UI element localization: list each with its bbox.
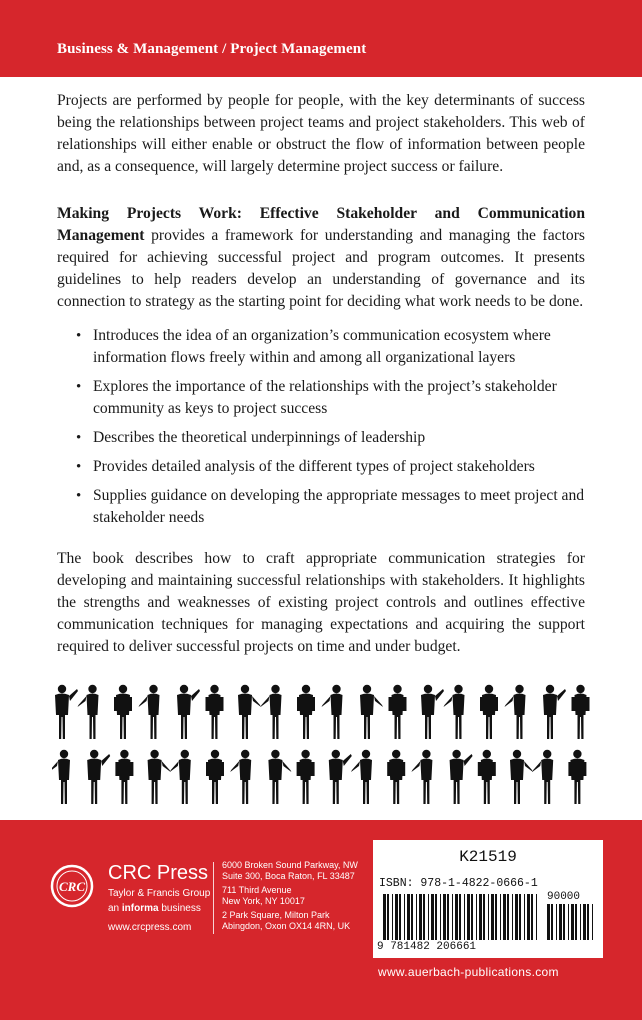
address-line: 711 Third Avenue	[222, 885, 292, 895]
feature-item: • Explores the importance of the relationships with the project’s stakeholder community as keys to project success	[76, 378, 557, 417]
informa-line: an informa business	[108, 903, 201, 914]
address-line: 2 Park Square, Milton Park	[222, 910, 330, 920]
bullet-icon: •	[76, 430, 82, 446]
product-code: K21519	[459, 848, 517, 866]
barcode-panel	[373, 840, 603, 958]
bullet-icon: •	[76, 459, 82, 475]
book-title: Making Projects Work: Effective Stakeholder and Communication Management	[57, 205, 585, 244]
footer-url: www.auerbach-publications.com	[378, 965, 559, 979]
isbn-label: ISBN: 978-1-4822-0666-1	[379, 877, 538, 890]
footer-divider	[213, 862, 214, 934]
description-paragraph	[57, 203, 585, 313]
address-line: 6000 Broken Sound Parkway, NW	[222, 860, 358, 870]
people-silhouettes-icon	[52, 683, 592, 741]
description-text: provides a framework for understanding and managing the factors required for achieving successful project and program outcomes. It presents guidelines to help readers develop an understanding of governance and its connection to strategy as the starting point for deciding what work needs to be done.	[57, 227, 585, 310]
bullet-icon: •	[76, 328, 82, 344]
feature-item: • Supplies guidance on developing the appropriate messages to meet project and stakeholder needs	[76, 487, 585, 526]
barcode-icon	[381, 894, 541, 940]
category-label: Business & Management / Project Management	[57, 41, 367, 57]
address-line: Suite 300, Boca Raton, FL 33487	[222, 871, 355, 881]
feature-item: • Describes the theoretical underpinnings of leadership	[57, 427, 585, 449]
barcode-number: 9 781482 206661	[377, 941, 477, 953]
closing-paragraph: The book describes how to craft appropriate communication strategies for developing and maintaining successful relationships with stakeholders. It highlights the strengths and weaknesses of existing project controls and outlines effective communication techniques for managing expectations and acquiring the support required to deliver successful projects on time and under budget.	[57, 550, 585, 655]
address-line: Abingdon, Oxon OX14 4RN, UK	[222, 921, 351, 931]
publisher-addresses	[222, 860, 382, 932]
crc-logo-icon	[50, 864, 94, 908]
svg-text:CRC: CRC	[58, 879, 86, 894]
publisher-url: www.crcpress.com	[108, 922, 192, 933]
bullet-icon: •	[76, 488, 82, 504]
price-code: 90000	[547, 891, 581, 903]
intro-paragraph: Projects are performed by people for people, with the key determinants of success being the relationships between project teams and project stakeholders. This web of relationships will either enable or obstruct the flow of information between people and, as a consequence, will largely determine project success or failure.	[57, 92, 585, 175]
feature-list	[57, 325, 585, 536]
publisher-group: Taylor & Francis Group	[108, 888, 211, 899]
address-line: New York, NY 10017	[222, 896, 305, 906]
header-band	[0, 0, 642, 77]
publisher-name: CRC Press	[108, 862, 209, 884]
barcode-addon-icon	[545, 904, 597, 940]
feature-item: • Provides detailed analysis of the different types of project stakeholders	[57, 456, 585, 478]
people-silhouettes-icon	[52, 748, 592, 806]
bullet-icon: •	[76, 379, 82, 395]
feature-item: • Introduces the idea of an organization’s communication ecosystem where information flows freely within and among all organizational layers	[76, 327, 551, 366]
